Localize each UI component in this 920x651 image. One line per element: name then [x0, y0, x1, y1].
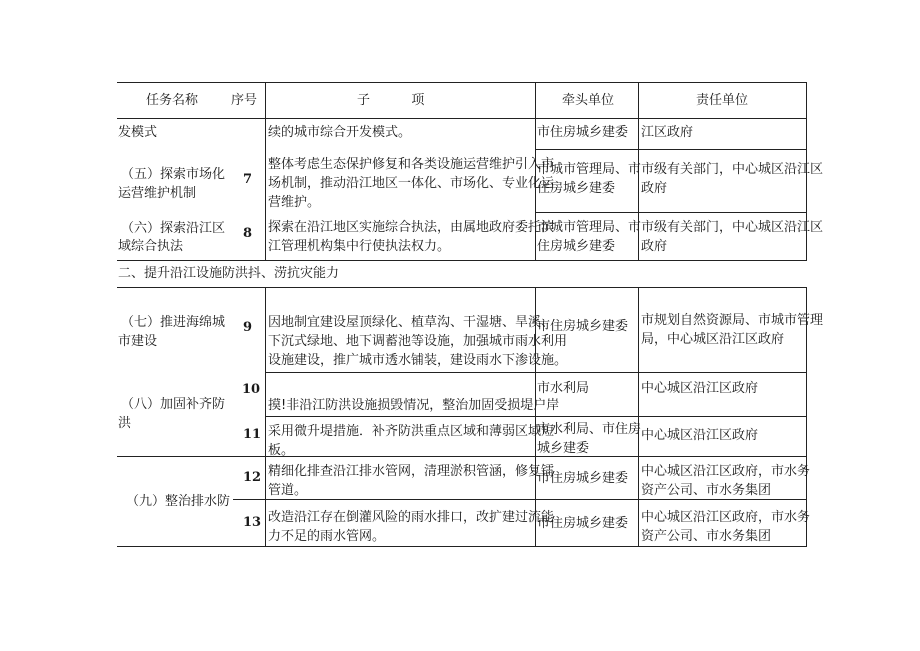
sub-item-cell: 场机制，推动沿江地区一体化、市场化、专业化运 — [268, 176, 555, 191]
row-rule — [117, 260, 807, 261]
sub-item-cell: 设施建设，推广城市透水铺装，建设雨水下渗设施。 — [268, 353, 568, 368]
lead-unit-cell: 市住房城乡建委 — [537, 471, 629, 486]
sub-item-cell: 改造沿江存在倒灌风险的雨水排口，改扩建过流能 — [268, 510, 555, 525]
row-rule — [265, 372, 807, 373]
lead-unit-cell: 城乡建委 — [537, 441, 590, 456]
column-rule — [265, 287, 266, 546]
lead-unit-cell: 市水利局、市住房 — [537, 422, 642, 437]
task-name-cell: （七）推进海绵城 — [121, 315, 226, 330]
resp-unit-cell: 中心城区沿江区政府 — [641, 428, 759, 443]
task-name-cell: 市建设 — [118, 334, 158, 349]
sub-item-cell: 精细化排查沿江排水管网，清理淤积管涵，修复镭 — [268, 464, 555, 479]
resp-unit-cell: 江区政府 — [641, 125, 694, 140]
task-name-cell: （六）探索沿江区 — [121, 221, 226, 236]
lead-unit-cell: 市城市管理局、市 — [537, 162, 642, 177]
task-name-cell: 运营维护机制 — [118, 186, 197, 201]
row-rule — [265, 416, 807, 417]
resp-unit-cell: 资产公司、市水务集团 — [641, 529, 772, 544]
resp-unit-cell: 中心城区沿江区政府，市水务 — [641, 464, 811, 479]
lead-unit-cell: 市住房城乡建委 — [537, 319, 629, 334]
task-name-cell: 域综合执法 — [118, 239, 184, 254]
lead-unit-cell: 市住房城乡建委 — [537, 125, 629, 140]
sub-item-cell: 续的城市综合开发模式。 — [268, 125, 412, 140]
lead-unit-cell: 住房城乡建委 — [537, 239, 616, 254]
seq-number: 8 — [243, 226, 253, 241]
table-top-rule — [117, 82, 807, 83]
seq-number: 9 — [243, 320, 253, 335]
seq-number: 13 — [243, 515, 262, 530]
header-seq: 序号 — [231, 93, 258, 108]
sub-item-cell: 整体考虑生态保护修复和各类设施运营维护引入市 — [268, 157, 555, 172]
sub-item-cell: 摸!非沿江防洪设施损毁情况，整治加固受损堤户岸 — [268, 398, 560, 413]
header-lead-unit: 牵头单位 — [562, 93, 615, 108]
seq-number: 11 — [243, 427, 262, 442]
seq-number: 10 — [242, 382, 261, 397]
header-task-name: 任务名称 — [146, 93, 199, 108]
row-rule — [117, 287, 807, 288]
column-rule — [265, 82, 266, 260]
column-rule — [638, 287, 639, 546]
sub-item-cell: 江管理机构集中行使执法权力。 — [268, 239, 451, 254]
lead-unit-cell: 市城市管理局、市 — [537, 220, 642, 235]
resp-unit-cell: 市级有关部门，中心城区沿江区 — [641, 162, 824, 177]
sub-item-cell: 探索在沿江地区实施综合执法，由属地政府委托滨 — [268, 220, 555, 235]
row-rule — [117, 456, 807, 457]
task-name-cell: （八）加固补齐防 — [121, 397, 226, 412]
sub-item-cell: 采用微升堤措施．补齐防洪重点区域和薄弱区域短 — [268, 424, 555, 439]
row-rule — [535, 149, 807, 150]
task-name-cell: 发模式 — [118, 125, 158, 140]
row-rule — [535, 212, 807, 213]
resp-unit-cell: 市级有关部门，中心城区沿江区 — [641, 220, 824, 235]
resp-unit-cell: 政府 — [641, 181, 668, 196]
table-bottom-rule — [117, 546, 807, 547]
resp-unit-cell: 中心城区沿江区政府 — [641, 381, 759, 396]
task-name-cell: （五）探索市场化 — [121, 167, 226, 182]
sub-item-cell: 营维护。 — [268, 195, 321, 210]
task-name-cell: 洪 — [118, 416, 132, 431]
lead-unit-cell: 市水利局 — [537, 381, 590, 396]
sub-item-cell: 下沉式绿地、地下调蓄池等设施，加强城市雨水利用 — [268, 334, 568, 349]
resp-unit-cell: 中心城区沿江区政府，市水务 — [641, 510, 811, 525]
lead-unit-cell: 住房城乡建委 — [537, 181, 616, 196]
header-sub-item: 子 项 — [357, 93, 425, 108]
section-heading: 二、提升沿江设施防洪抖、涝抗灾能力 — [118, 266, 340, 281]
resp-unit-cell: 局，中心城区沿江区政府 — [641, 332, 785, 347]
seq-number: 12 — [243, 470, 262, 485]
header-bottom-rule — [117, 118, 807, 119]
sub-item-cell: 力不足的雨水管网。 — [268, 529, 386, 544]
sub-item-cell: 因地制宜建设屋顶绿化、植草沟、干湿塘、旱溪、 — [268, 315, 555, 330]
resp-unit-cell: 市规划自然资源局、市城市管理 — [641, 313, 824, 328]
resp-unit-cell: 政府 — [641, 239, 668, 254]
header-resp-unit: 责任单位 — [696, 93, 749, 108]
task-name-cell: （九）整治排水防 — [126, 494, 231, 509]
sub-item-cell: 板。 — [268, 443, 295, 458]
seq-number: 7 — [243, 172, 253, 187]
lead-unit-cell: 市住房城乡建委 — [537, 516, 629, 531]
sub-item-cell: 管道。 — [268, 483, 308, 498]
resp-unit-cell: 资产公司、市水务集团 — [641, 483, 772, 498]
